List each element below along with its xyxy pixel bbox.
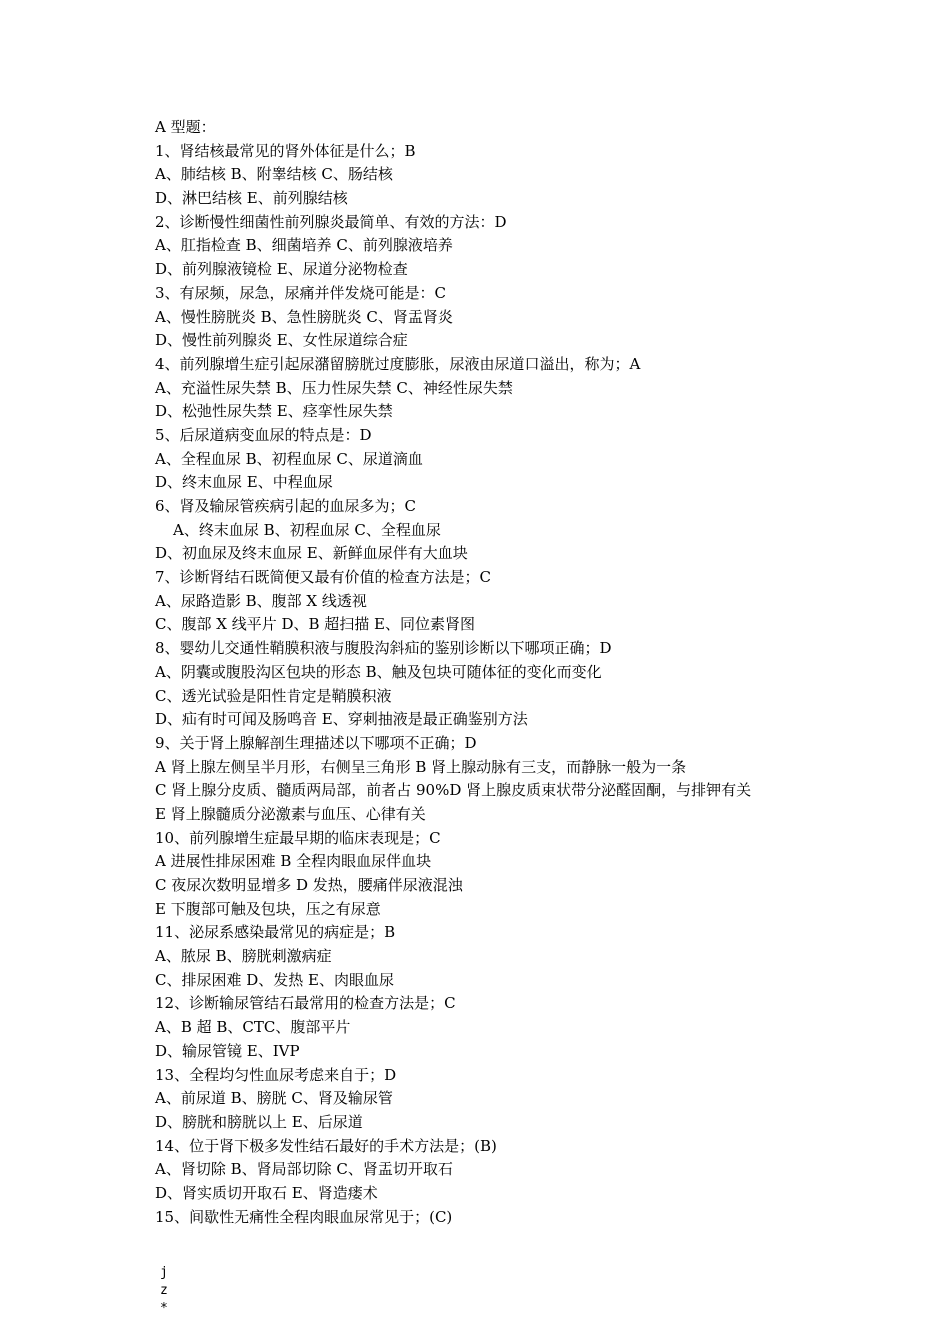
- text-line: A 肾上腺左侧呈半月形，右侧呈三角形 B 肾上腺动脉有三支，而静脉一般为一条: [155, 757, 687, 776]
- text-line: 2、诊断慢性细菌性前列腺炎最简单、有效的方法：D: [155, 212, 507, 231]
- text-line: A、全程血尿 B、初程血尿 C、尿道滴血: [155, 449, 423, 468]
- footer-mark: z: [160, 1283, 168, 1298]
- text-line: 5、后尿道病变血尿的特点是：D: [155, 425, 372, 444]
- text-line: C、透光试验是阳性肯定是鞘膜积液: [155, 686, 392, 705]
- text-line: 12、诊断输尿管结石最常用的检查方法是；C: [155, 994, 456, 1013]
- text-line: 6、肾及输尿管疾病引起的血尿多为；C: [155, 497, 417, 515]
- text-line: D、输尿管镜 E、IVP: [155, 1041, 300, 1060]
- text-line: 3、有尿频，尿急，尿痛并伴发烧可能是：C: [155, 283, 447, 302]
- text-line: A、B 超 B、CTC、腹部平片: [155, 1018, 351, 1037]
- footer-mark: j: [160, 1265, 168, 1280]
- text-line: A、肺结核 B、附睾结核 C、肠结核: [155, 165, 393, 184]
- text-line: 11、泌尿系感染最常见的病症是；B: [155, 923, 396, 942]
- text-line: C、排尿困难 D、发热 E、肉眼血尿: [155, 970, 394, 989]
- text-line: 7、诊断肾结石既简便又最有价值的检查方法是；C: [155, 568, 492, 587]
- text-line: A、脓尿 B、膀胱刺激病症: [155, 947, 332, 966]
- text-line: D、淋巴结核 E、前列腺结核: [155, 189, 348, 208]
- text-line: D、膀胱和膀胱以上 E、后尿道: [155, 1112, 363, 1131]
- text-line: A、终末血尿 B、初程血尿 C、全程血尿: [173, 520, 441, 539]
- text-line: D、初血尿及终末血尿 E、新鲜血尿伴有大血块: [155, 544, 468, 563]
- text-line: A、慢性膀胱炎 B、急性膀胱炎 C、肾盂肾炎: [155, 307, 453, 326]
- text-line: 10、前列腺增生症最早期的临床表现是；C: [155, 828, 441, 847]
- text-line: C、腹部 X 线平片 D、B 超扫描 E、同位素肾图: [155, 615, 475, 634]
- text-line: A、肛指检查 B、细菌培养 C、前列腺液培养: [155, 236, 453, 255]
- text-line: A 进展性排尿困难 B 全程肉眼血尿伴血块: [155, 852, 432, 871]
- text-line: C 肾上腺分皮质、髓质两局部，前者占 90%D 肾上腺皮质束状带分泌醛固酮，与排钾有关: [155, 781, 752, 800]
- text-line: 1、肾结核最常见的肾外体征是什么；B: [155, 141, 416, 160]
- text-line: A、阴囊或腹股沟区包块的形态 B、触及包块可随体征的变化而变化: [155, 662, 602, 681]
- text-line: E 下腹部可触及包块，压之有尿意: [155, 899, 381, 918]
- text-line: D、终末血尿 E、中程血尿: [155, 473, 333, 492]
- text-line: A、肾切除 B、肾局部切除 C、肾盂切开取石: [155, 1160, 453, 1179]
- section-heading: A 型题：: [155, 118, 216, 136]
- text-line: D、疝有时可闻及肠鸣音 E、穿刺抽液是最正确鉴别方法: [155, 710, 528, 729]
- question-list: [155, 116, 855, 1229]
- text-line: 14、位于肾下极多发性结石最好的手术方法是；(B): [155, 1136, 497, 1155]
- text-line: D、慢性前列腺炎 E、女性尿道综合症: [155, 331, 408, 350]
- text-line: E 肾上腺髓质分泌激素与血压、心律有关: [155, 804, 426, 823]
- text-line: D、肾实质切开取石 E、肾造瘘术: [155, 1183, 378, 1202]
- footer-mark: *: [160, 1301, 168, 1316]
- text-line: 4、前列腺增生症引起尿潴留膀胱过度膨胀，尿液由尿道口溢出，称为；A: [155, 354, 641, 373]
- text-line: 8、婴幼儿交通性鞘膜积液与腹股沟斜疝的鉴别诊断以下哪项正确；D: [155, 639, 612, 658]
- text-line: A、尿路造影 B、腹部 X 线透视: [155, 591, 367, 610]
- text-line: D、前列腺液镜检 E、尿道分泌物检查: [155, 260, 408, 279]
- text-line: D、松弛性尿失禁 E、痉挛性尿失禁: [155, 402, 393, 421]
- text-line: 15、间歇性无痛性全程肉眼血尿常见于；(C): [155, 1207, 453, 1226]
- text-line: C 夜尿次数明显增多 D 发热，腰痛伴尿液混浊: [155, 876, 463, 894]
- text-line: 9、关于肾上腺解剖生理描述以下哪项不正确；D: [155, 733, 477, 752]
- text-line: 13、全程均匀性血尿考虑来自于；D: [155, 1065, 397, 1084]
- text-line: A、充溢性尿失禁 B、压力性尿失禁 C、神经性尿失禁: [155, 378, 513, 397]
- text-line: A、前尿道 B、膀胱 C、肾及输尿管: [155, 1089, 393, 1108]
- page-footer-marks: [160, 1264, 190, 1318]
